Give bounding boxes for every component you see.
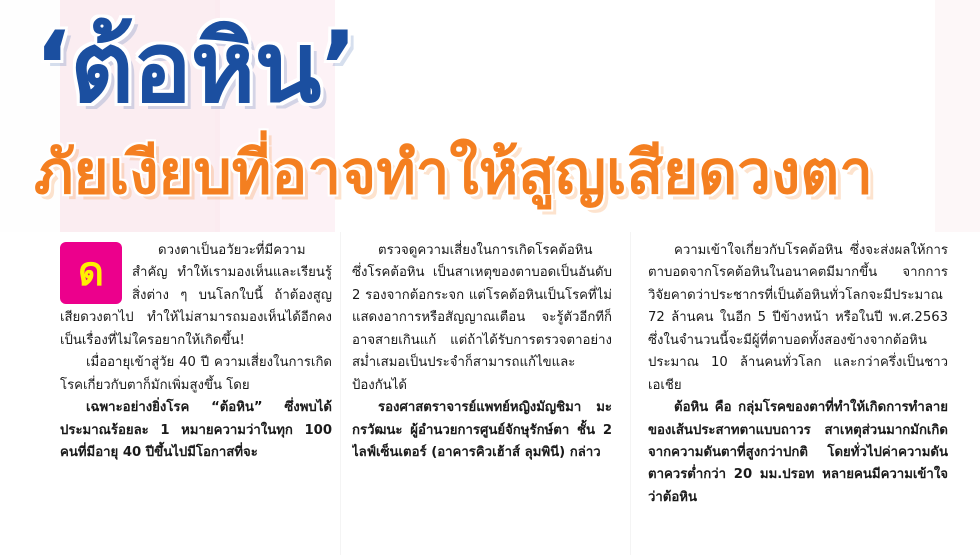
headline-subtitle: ภัยเงียบที่อาจทำให้สูญเสียดวงตา <box>34 138 873 208</box>
article-column-1 <box>60 240 332 555</box>
article-column-2 <box>352 240 612 555</box>
paragraph: ตรวจดูความเสี่ยงในการเกิดโรคต้อหิน ซึ่งโรคต้อหิน เป็นสาเหตุของตาบอดเป็นอันดับ 2 รองจากต้อกระจก แต่โรคต้อหินเป็นโรคที่ไม่แสดงอาการหรือสัญญาณเตือน จะรู้ตัวอีกทีก็อาจสายเกินแก้ แต่ถ้าได้รับการตรวจตาอย่างสม่ำเสมอเป็นประจำก็สามารถแก้ไขและป้องกันได้ <box>352 243 612 393</box>
dropcap-letter: ด <box>78 249 104 296</box>
paragraph: เมื่ออายุเข้าสู่วัย 40 ปี ความเสี่ยงในการเกิดโรคเกี่ยวกับตาก็มักเพิ่มสูงขึ้น โดย <box>60 355 332 393</box>
paragraph-emphasis: รองศาสตราจารย์แพทย์หญิงมัญชิมา มะกรวัฒนะ ผู้อำนวยการศูนย์จักษุรักษ์ตา ชั้น 2 ไลฟ์เซ็นเตอร์ (อาคารคิวเฮ้าส์ ลุมพินี) กล่าว <box>352 400 612 460</box>
paragraph-emphasis: ต้อหิน คือ กลุ่มโรคของตาที่ทำให้เกิดการทำลายของเส้นประสาทตาแบบถาวร สาเหตุส่วนมากมักเกิดจากความดันตาที่สูงกว่าปกติ โดยทั่วไปค่าความดันตาควรต่ำกว่า 20 มม.ปรอท หลายคนมีความเข้าใจว่าต้อหิน <box>648 400 948 505</box>
article-column-3 <box>648 240 948 555</box>
article-body <box>0 240 980 555</box>
headline-main: ‘ต้อหิน’ <box>34 11 357 125</box>
headline-block <box>0 0 980 238</box>
paragraph-emphasis: เฉพาะอย่างยิ่งโรค “ต้อหิน” ซึ่งพบได้ประมาณร้อยละ 1 หมายความว่าในทุก 100 คนที่มีอายุ 40 ปีขึ้นไปมีโอกาสที่จะ <box>60 400 332 460</box>
dropcap-badge <box>60 242 122 304</box>
paragraph: ความเข้าใจเกี่ยวกับโรคต้อหิน ซึ่งจะส่งผลให้การตาบอดจากโรคต้อหินในอนาคตมีมากขึ้น จากการวิจัยคาดว่าประชากรที่เป็นต้อหินทั่วโลกจะมีประมาณ 72 ล้านคน ในอีก 5 ปีข้างหน้า หรือในปี พ.ศ.2563 ซึ่งในจำนวนนี้จะมีผู้ที่ตาบอดทั้งสองข้างจากต้อหินประมาณ 10 ล้านคนทั่วโลก และกว่าครึ่งเป็นชาวเอเชีย <box>648 243 948 393</box>
paragraph: ดวงตาเป็นอวัยวะที่มีความสำคัญ ทำให้เรามองเห็นและเรียนรู้สิ่งต่าง ๆ บนโลกใบนี้ ถ้าต้องสูญเสียดวงตาไป ทำให้ไม่สามารถมองเห็นได้อีกคงเป็นเรื่องที่ไม่ใครอยากให้เกิดขึ้น! <box>60 243 332 348</box>
